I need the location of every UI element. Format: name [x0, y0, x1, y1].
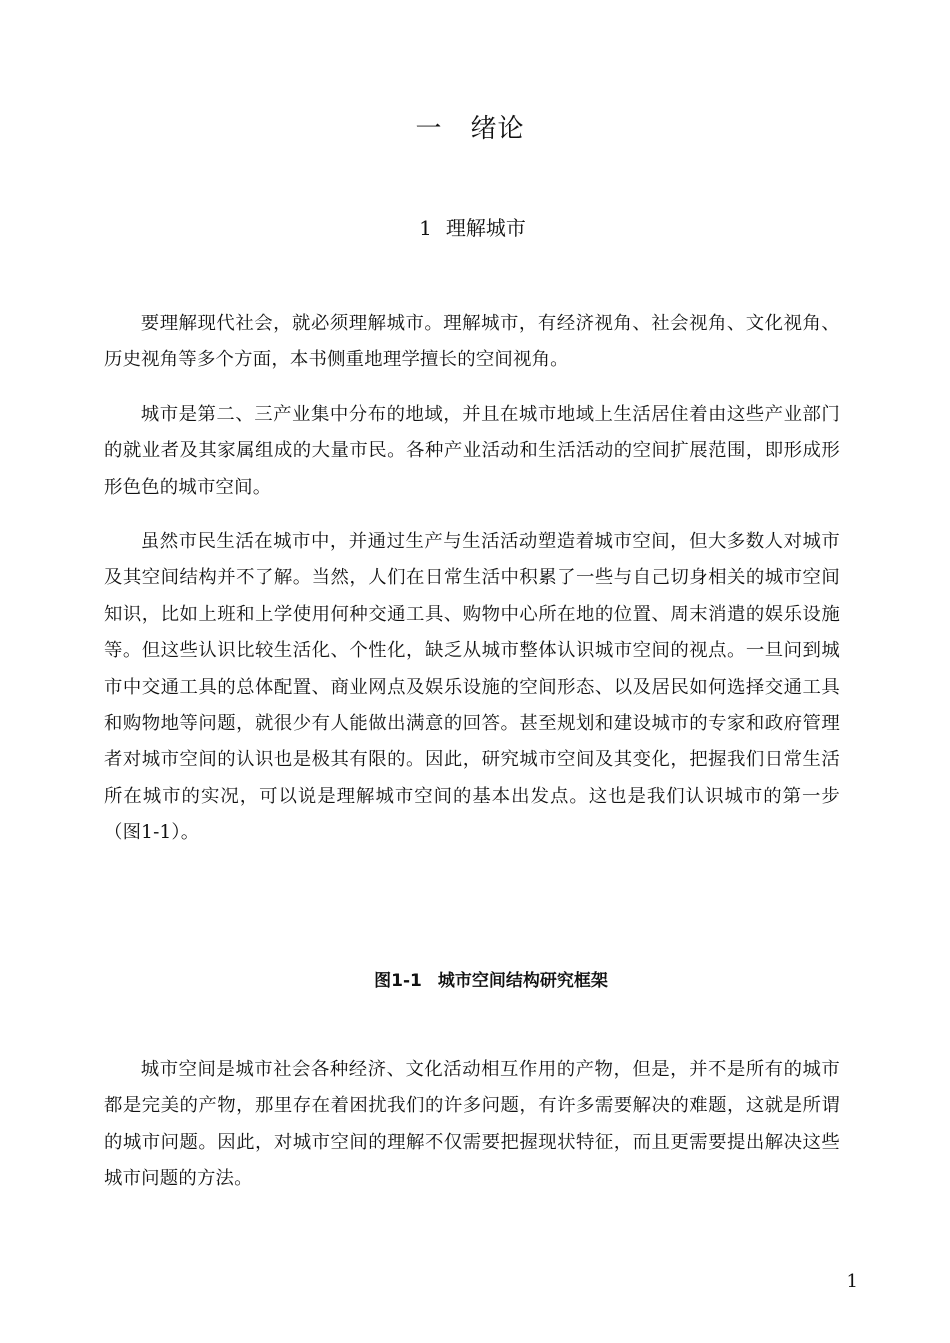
body-paragraph-2: 城市是第二、三产业集中分布的地域，并且在城市地域上生活居住着由这些产业部门的就业者及其家属组成的大量市民。各种产业活动和生活活动的空间扩展范围，即形成形形色色的城市空间。 — [104, 404, 840, 498]
chapter-title-text: 绪论 — [470, 114, 525, 144]
section-title-text: 理解城市 — [445, 216, 526, 240]
figure-caption-text: 城市空间结构研究框架 — [437, 971, 608, 991]
figure-caption — [0, 968, 950, 994]
section-title — [0, 214, 945, 242]
figure-number: 图1-1 — [374, 971, 422, 991]
chapter-number: 一 — [415, 114, 443, 144]
section-number: 1 — [419, 216, 432, 240]
body-paragraph-3: 虽然市民生活在城市中，并通过生产与生活活动塑造着城市空间，但大多数人对城市及其空间结构并不了解。当然，人们在日常生活中积累了一些与自己切身相关的城市空间知识，比如上班和上学使用何种交通工具、购物中心所在地的位置、周末消遣的娱乐设施等。但这些认识比较生活化、个性化，缺乏从城市整体认识城市空间的视点。一旦问到城市中交通工具的总体配置、商业网点及娱乐设施的空间形态、以及居民如何选择交通工具和购物地等问题，就很少有人能做出满意的回答。甚至规划和建设城市的专家和政府管理者对城市空间的认识也是极其有限的。因此，研究城市空间及其变化，把握我们日常生活所在城市的实况，可以说是理解城市空间的基本出发点。这也是我们认识城市的第一步（图1-1）。 — [104, 531, 840, 844]
chapter-title — [0, 112, 940, 146]
body-paragraph-1: 要理解现代社会，就必须理解城市。理解城市，有经济视角、社会视角、文化视角、历史视角等多个方面，本书侧重地理学擅长的空间视角。 — [104, 313, 840, 371]
page-number: 1 — [846, 1271, 858, 1292]
body-paragraph-4: 城市空间是城市社会各种经济、文化活动相互作用的产物，但是，并不是所有的城市都是完美的产物，那里存在着困扰我们的许多问题，有许多需要解决的难题，这就是所谓的城市问题。因此，对城市空间的理解不仅需要把握现状特征，而且更需要提出解决这些城市问题的方法。 — [104, 1059, 840, 1190]
